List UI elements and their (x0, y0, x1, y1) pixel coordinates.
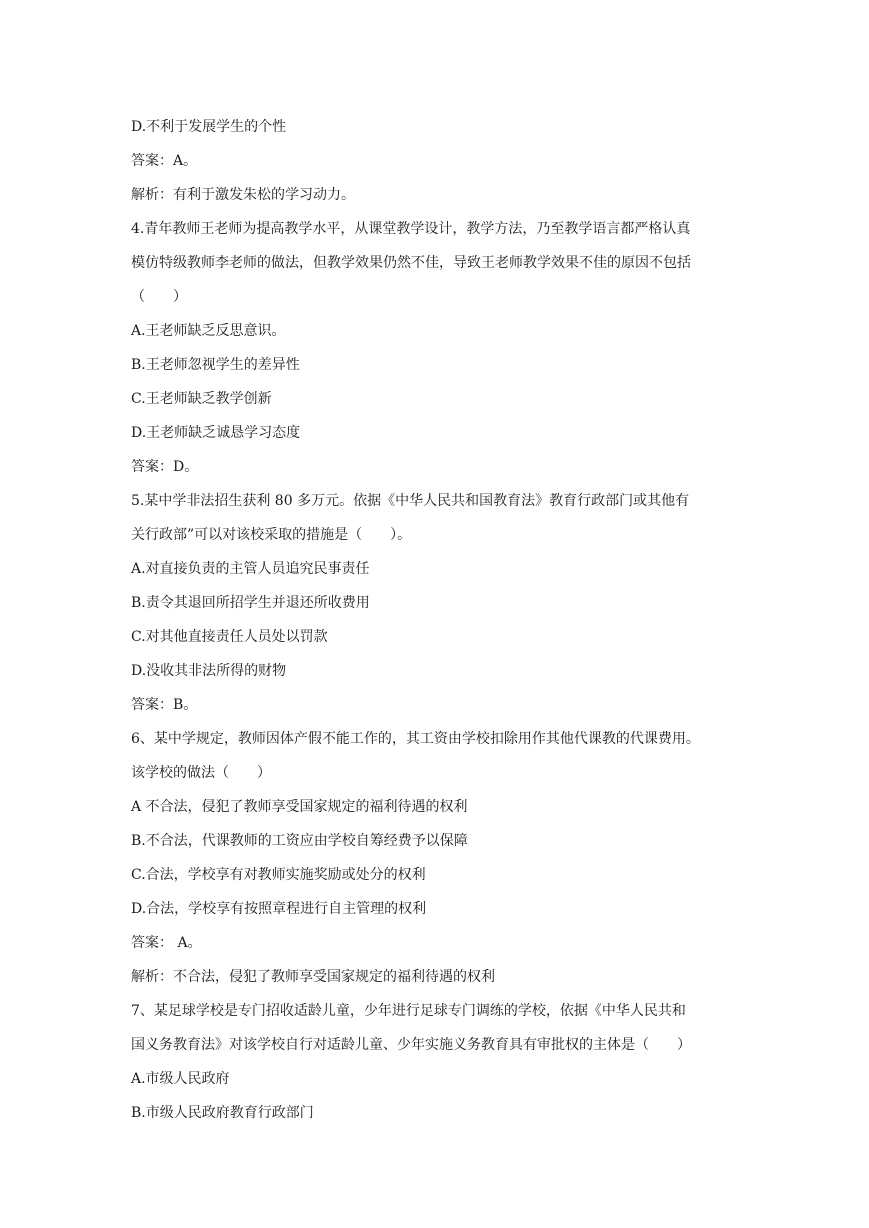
option-b-q7: B.市级人民政府教育行政部门 (131, 1105, 314, 1121)
option-b-q6: B.不合法，代课教师的工资应由学校自筹经费予以保障 (131, 833, 468, 849)
option-b-q5: B.责令其退回所招学生并退还所收费用 (131, 595, 370, 611)
question-4-line-1: 4.青年教师王老师为提高教学水平，从课堂教学设计，教学方法，乃至教学语言都严格认真 (131, 221, 691, 237)
option-c-q4: C.王老师缺乏教学创新 (131, 391, 272, 407)
option-a-q5: A.对直接负责的主管人员追究民事责任 (131, 561, 370, 577)
answer-q3: 答案：A。 (131, 153, 198, 169)
question-6-line-2: 该学校的做法（ ） (131, 765, 271, 781)
question-6-line-1: 6、某中学规定，教师因体产假不能工作的，其工资由学校扣除用作其他代课教的代课费用。 (131, 731, 700, 747)
question-5-line-2: 关行政部”可以对该校采取的措施是（ ）。 (131, 527, 412, 543)
question-5-line-1: 5.某中学非法招生获利 80 多万元。依据《中华人民共和国教育法》教育行政部门或其他有 (131, 493, 690, 509)
explanation-q3: 解析：有利于激发朱松的学习动力。 (131, 187, 355, 203)
question-7-line-2: 国义务教育法》对该学校自行对适龄儿童、少年实施义务教育具有审批权的主体是（ ） (131, 1037, 691, 1053)
question-7-line-1: 7、某足球学校是专门招收适龄儿童，少年进行足球专门调练的学校，依据《中华人民共和 (131, 1003, 686, 1019)
answer-q6: 答案： A。 (131, 935, 202, 951)
answer-q4: 答案：D。 (131, 459, 199, 475)
option-d-q4: D.王老师缺乏诚恳学习态度 (131, 425, 301, 441)
answer-q5: 答案：B。 (131, 697, 198, 713)
question-4-line-3: （ ） (131, 289, 187, 305)
option-c-q5: C.对其他直接责任人员处以罚款 (131, 629, 328, 645)
explanation-q6: 解析：不合法，侵犯了教师享受国家规定的福利待遇的权利 (131, 969, 495, 985)
option-b-q4: B.王老师忽视学生的差异性 (131, 357, 300, 373)
option-a-q6: A 不合法，侵犯了教师享受国家规定的福利待遇的权利 (131, 799, 468, 815)
question-4-line-2: 模仿特级教师李老师的做法，但教学效果仍然不佳，导致王老师教学效果不佳的原因不包括 (131, 255, 691, 271)
option-d-q5: D.没收其非法所得的财物 (131, 663, 287, 679)
option-c-q6: C.合法，学校享有对教师实施奖励或处分的权利 (131, 867, 426, 883)
option-d-q3: D.不利于发展学生的个性 (131, 119, 287, 135)
option-a-q4: A.王老师缺乏反思意识。 (131, 323, 286, 339)
option-d-q6: D.合法，学校享有按照章程进行自主管理的权利 (131, 901, 427, 917)
document-body (131, 110, 751, 1130)
option-a-q7: A.市级人民政府 (131, 1071, 230, 1087)
